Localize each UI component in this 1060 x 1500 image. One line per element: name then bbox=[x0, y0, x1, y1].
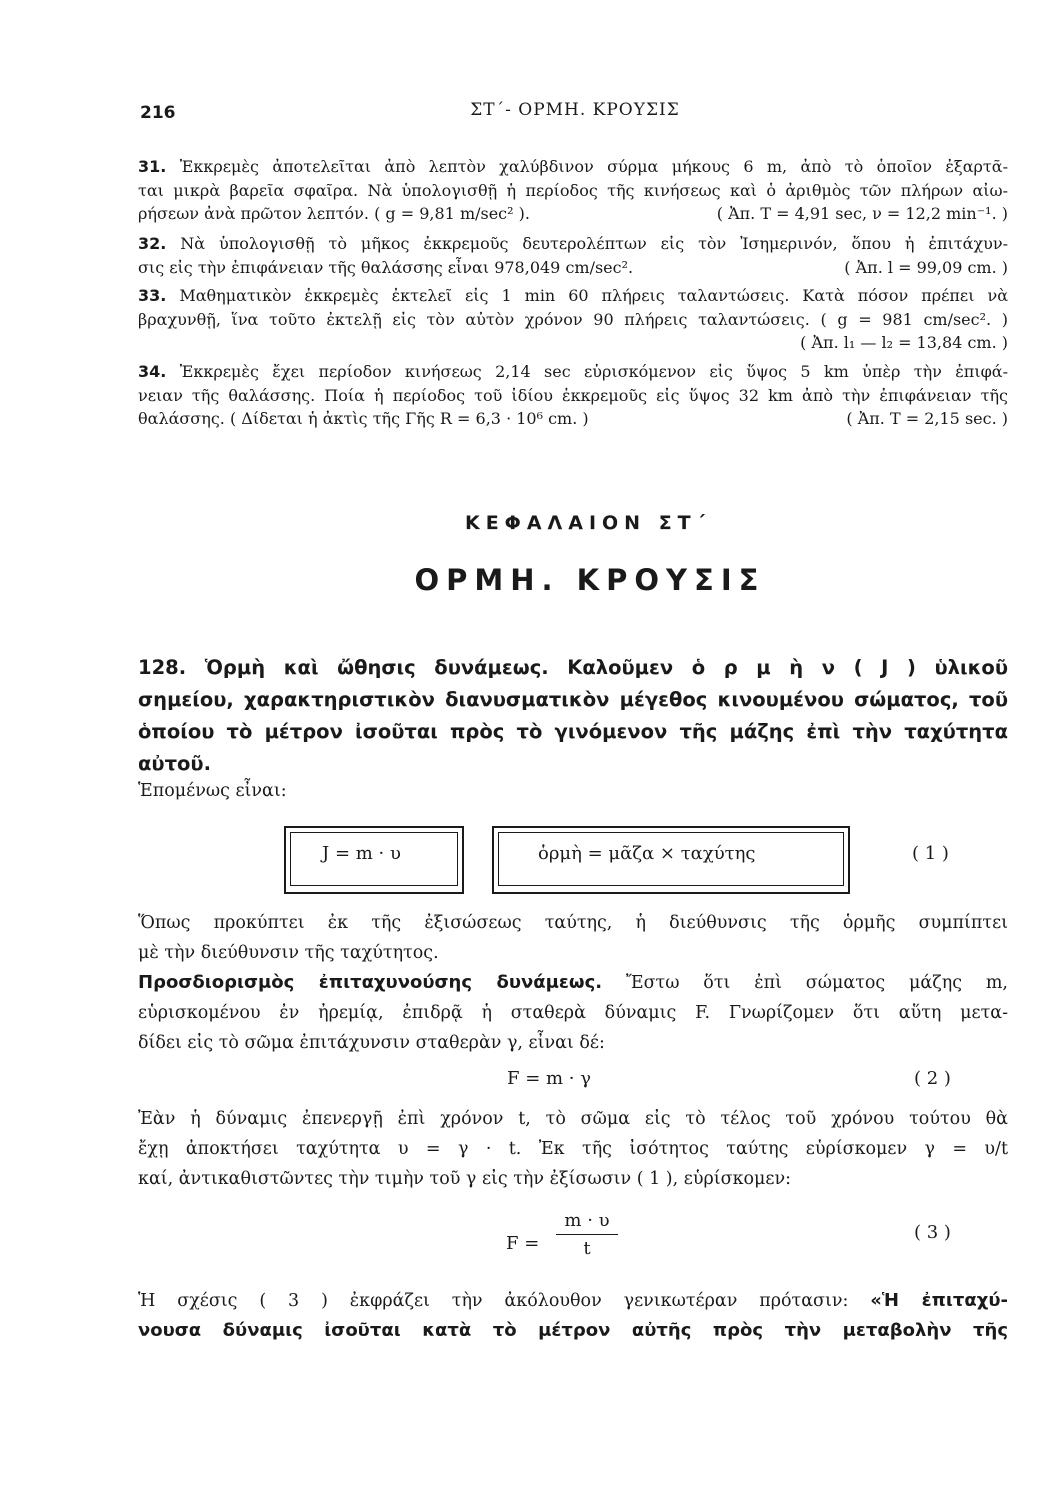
intro-text: Ἑπομένως εἶναι: bbox=[138, 781, 287, 801]
page-number: 216 bbox=[140, 103, 176, 123]
problem-33 bbox=[138, 284, 1008, 355]
problem-answer: ( Ἀπ. l = 99,09 cm. ) bbox=[844, 257, 1008, 277]
paragraph-bold-text: «Ἡ ἐπιταχύ- bbox=[870, 1290, 1008, 1311]
formula-momentum-words: ὁρμὴ = μᾶζα × ταχύτης bbox=[538, 843, 756, 864]
paragraph-text: δίδει εἰς τὸ σῶμα ἐπιτάχυνσιν σταθερὰν γ, εἶναι δέ: bbox=[138, 1033, 605, 1053]
paragraph-force bbox=[138, 968, 1008, 1058]
formula-fraction bbox=[556, 1210, 618, 1259]
paragraph-text: εὑρισκομένου ἐν ἠρεμίᾳ, ἐπιδρᾷ ἡ σταθερὰ δύναμις F. Γνωρίζομεν ὅτι αὕτη μετα- bbox=[138, 1003, 1008, 1023]
paragraph-time bbox=[138, 1104, 1008, 1194]
chapter-title: ΟΡΜΗ. ΚΡΟΥΣΙΣ bbox=[414, 563, 766, 597]
problem-answer: ( Ἀπ. T = 4,91 sec, ν = 12,2 min⁻¹. ) bbox=[716, 204, 1008, 223]
equation-number: ( 3 ) bbox=[914, 1222, 951, 1243]
paragraph-text: ἔχῃ ἀποκτήσει ταχύτητα υ = γ · t. Ἐκ τῆς ἰσότητος ταύτης εὑρίσκομεν γ = υ/t bbox=[138, 1139, 1008, 1159]
running-title: ΣΤ΄- ΟΡΜΗ. ΚΡΟΥΣΙΣ bbox=[470, 100, 680, 120]
problem-text: Μαθηματικὸν ἐκκρεμὲς ἐκτελεῖ εἰς 1 min 60 πλήρεις ταλαντώσεις. Κατὰ πόσον πρέπει νὰ bbox=[179, 286, 1009, 305]
problem-answer: ( Ἀπ. l₁ — l₂ = 13,84 cm. ) bbox=[800, 333, 1008, 352]
problem-text: σις εἰς τὴν ἐπιφάνειαν τῆς θαλάσσης εἶναι 978,049 cm/sec². bbox=[138, 257, 634, 277]
paragraph-bold-text: νουσα δύναμις ἰσοῦται κατὰ τὸ μέτρον αὐτῆς πρὸς τὴν μεταβολὴν τῆς bbox=[138, 1320, 1008, 1341]
problem-32 bbox=[138, 232, 1008, 279]
section-text: αὐτοῦ. bbox=[138, 752, 211, 775]
paragraph-text: Ἡ σχέσις ( 3 ) ἐκφράζει τὴν ἀκόλουθον γενικωτέραν πρότασιν: bbox=[138, 1291, 849, 1311]
paragraph-direction bbox=[138, 908, 1008, 968]
chapter-label: ΚΕΦΑΛΑΙΟΝ ΣΤ΄ bbox=[464, 512, 712, 534]
section-128 bbox=[138, 652, 1008, 780]
problem-text: θαλάσσης. ( Δίδεται ἡ ἀκτὶς τῆς Γῆς R = 6,3 · 10⁶ cm. ) bbox=[138, 409, 589, 428]
problem-text: ται μικρὰ βαρεῖα σφαῖρα. Νὰ ὑπολογισθῇ ἡ περίοδος τῆς κινήσεως καὶ ὁ ἀριθμὸς τῶν πλήρων αἰω- bbox=[138, 180, 1008, 200]
problem-text: νειαν τῆς θαλάσσης. Ποία ἡ περίοδος τοῦ ἰδίου ἐκκρεμοῦς εἰς ὕψος 32 km ἀπὸ τὴν ἐπιφάνειαν τῆς bbox=[138, 385, 1008, 405]
paragraph-text: καί, ἀντικαθιστῶντες τὴν τιμὴν τοῦ γ εἰς τὴν ἐξίσωσιν ( 1 ), εὑρίσκομεν: bbox=[138, 1169, 792, 1189]
problem-answer: ( Ἀπ. T = 2,15 sec. ) bbox=[846, 409, 1008, 428]
problem-number: 31. bbox=[138, 157, 167, 176]
problem-text: βραχυνθῇ, ἵνα τοῦτο ἐκτελῇ εἰς τὸν αὐτὸν χρόνον 90 πλήρεις ταλαντώσεις. ( g = 981 cm/sec². ) bbox=[138, 309, 1008, 329]
problem-text: Ἐκκρεμὲς ἀποτελεῖται ἀπὸ λεπτὸν χαλύβδινον σύρμα μήκους 6 m, ἀπὸ τὸ ὁποῖον ἐξαρτᾶ- bbox=[179, 157, 1008, 176]
section-text: σημείου, χαρακτηριστικὸν διανυσματικὸν μέγεθος κινουμένου σώματος, τοῦ bbox=[138, 688, 1008, 711]
paragraph-text: μὲ τὴν διεύθυνσιν τῆς ταχύτητος. bbox=[138, 943, 439, 963]
section-text: ὁποίου τὸ μέτρον ἰσοῦται πρὸς τὸ γινόμενον τῆς μάζης ἐπὶ τὴν ταχύτητα bbox=[138, 720, 1008, 743]
fraction-bar bbox=[556, 1234, 618, 1235]
fraction-denominator: t bbox=[583, 1238, 591, 1259]
problem-text: ρήσεων ἀνὰ πρῶτον λεπτόν. ( g = 9,81 m/sec² ). bbox=[138, 204, 530, 223]
paragraph-heading: Προσδιορισμὸς ἐπιταχυνούσης δυνάμεως. bbox=[138, 972, 603, 993]
problem-number: 33. bbox=[138, 286, 167, 305]
formula-newton: F = m · γ bbox=[507, 1068, 592, 1089]
paragraph-text: Ἔστω ὅτι ἐπὶ σώματος μάζης m, bbox=[625, 973, 1008, 993]
equation-number: ( 1 ) bbox=[912, 843, 949, 864]
fraction-numerator: m · υ bbox=[564, 1210, 610, 1231]
problem-34 bbox=[138, 360, 1008, 431]
problem-number: 34. bbox=[138, 362, 167, 381]
section-text: 128. Ὁρμὴ καὶ ὤθησις δυνάμεως. Καλοῦμεν ὁ ρ μ ὴ ν ( J ) ὑλικοῦ bbox=[138, 656, 1008, 679]
paragraph-text: Ἐὰν ἡ δύναμις ἐπενεργῇ ἐπὶ χρόνον t, τὸ σῶμα εἰς τὸ τέλος τοῦ χρόνου τούτου θὰ bbox=[138, 1109, 1008, 1129]
problem-number: 32. bbox=[138, 234, 167, 253]
problem-text: Νὰ ὑπολογισθῇ τὸ μῆκος ἐκκρεμοῦς δευτερολέπτων εἰς τὸν Ἰσημερινόν, ὅπου ἡ ἐπιτάχυν- bbox=[180, 234, 1008, 253]
equation-number: ( 2 ) bbox=[914, 1068, 951, 1089]
problem-31 bbox=[138, 155, 1008, 226]
paragraph-proposition bbox=[138, 1286, 1008, 1346]
formula-lhs: F = bbox=[506, 1233, 540, 1254]
paragraph-text: Ὅπως προκύπτει ἐκ τῆς ἐξισώσεως ταύτης, ἡ διεύθυνσις τῆς ὁρμῆς συμπίπτει bbox=[138, 913, 1008, 933]
problem-text: Ἐκκρεμὲς ἔχει περίοδον κινήσεως 2,14 sec εὑρισκόμενον εἰς ὕψος 5 km ὑπὲρ τὴν ἐπιφά- bbox=[179, 362, 1009, 381]
formula-momentum: J = m · υ bbox=[322, 843, 401, 864]
